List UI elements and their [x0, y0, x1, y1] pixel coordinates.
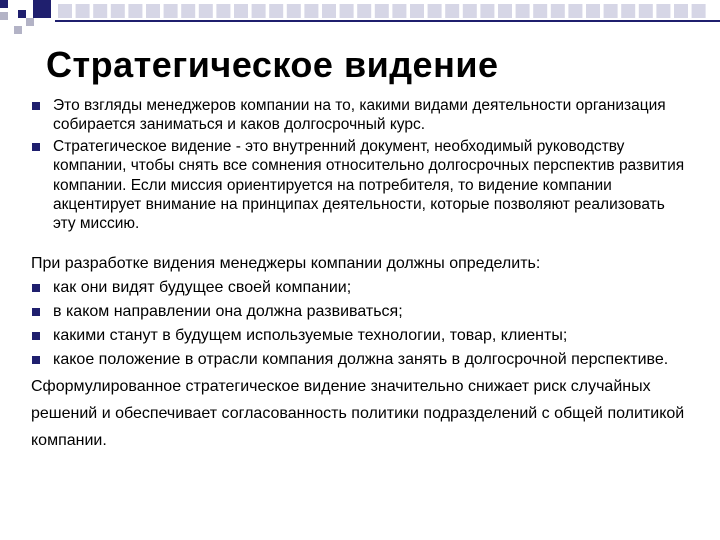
deco-square [375, 4, 389, 18]
bullet-text: в каком направлении она должна развиваться; [53, 303, 403, 321]
bullet-square-icon [32, 332, 40, 340]
definition-list [31, 96, 691, 234]
deco-square [128, 4, 142, 18]
deco-square [568, 4, 582, 18]
list-item [31, 137, 691, 234]
deco-square [463, 4, 477, 18]
slide-title: Стратегическое видение [46, 44, 499, 85]
list-item [31, 350, 691, 371]
bullet-text: Стратегическое видение - это внутренний документ, необходимый руководству компании, чтобы снять все сомнения относительно долгосрочных перспектив развития компании. Если миссия ориентируется на потребителя, то видение компании акцентирует внимание на принципах деятельности, которые позволяют реализовать эту миссию. [53, 137, 685, 233]
deco-line [55, 20, 720, 22]
deco-square [604, 4, 618, 18]
deco-square [340, 4, 354, 18]
bullet-square-icon [32, 143, 40, 151]
deco-square [269, 4, 283, 18]
deco-square [304, 4, 318, 18]
deco-square [199, 4, 213, 18]
deco-square [410, 4, 424, 18]
deco-square [164, 4, 178, 18]
deco-square [111, 4, 125, 18]
bullet-square-icon [32, 308, 40, 316]
deco-square [33, 0, 51, 18]
deco-square [516, 4, 530, 18]
deco-square [146, 4, 160, 18]
deco-square [0, 0, 8, 8]
bullet-square-icon [32, 284, 40, 292]
bullet-text: как они видят будущее своей компании; [53, 279, 352, 297]
deco-square [498, 4, 512, 18]
bullet-square-icon [32, 356, 40, 364]
deco-square [586, 4, 600, 18]
header-decoration [0, 0, 720, 40]
deco-square [674, 4, 688, 18]
deco-square [216, 4, 230, 18]
deco-square [656, 4, 670, 18]
bullet-text: Это взгляды менеджеров компании на то, какими видами деятельности организация собирается заниматься и каков долгосрочный курс. [53, 97, 666, 134]
deco-square [621, 4, 635, 18]
deco-square [18, 10, 26, 18]
deco-square [26, 18, 34, 26]
deco-square [428, 4, 442, 18]
bullet-text: какое положение в отрасли компания должна занять в долгосрочной перспективе. [53, 351, 669, 369]
list-item [31, 96, 691, 135]
deco-square [551, 4, 565, 18]
slide-content [31, 96, 691, 454]
deco-square [287, 4, 301, 18]
intro-text: При разработке видения менеджеры компании должны определить: [31, 254, 541, 272]
deco-square [252, 4, 266, 18]
deco-square [76, 4, 90, 18]
deco-square [392, 4, 406, 18]
deco-square [181, 4, 195, 18]
deco-square [480, 4, 494, 18]
questions-list [31, 278, 691, 371]
list-item [31, 326, 691, 347]
deco-square [639, 4, 653, 18]
bullet-square-icon [32, 102, 40, 110]
deco-square [14, 26, 22, 34]
deco-square [234, 4, 248, 18]
deco-square [692, 4, 706, 18]
deco-square [445, 4, 459, 18]
deco-square [533, 4, 547, 18]
list-item [31, 278, 691, 299]
deco-square [322, 4, 336, 18]
list-item [31, 302, 691, 323]
deco-square [0, 12, 8, 20]
bullet-text: какими станут в будущем используемые технологии, товар, клиенты; [53, 327, 568, 345]
deco-square [93, 4, 107, 18]
conclusion-text: Сформулированное стратегическое видение значительно снижает риск случайных решений и обеспечивает согласованность политики подразделений с общей политикой компании. [31, 377, 685, 449]
deco-square [58, 4, 72, 18]
deco-square [357, 4, 371, 18]
